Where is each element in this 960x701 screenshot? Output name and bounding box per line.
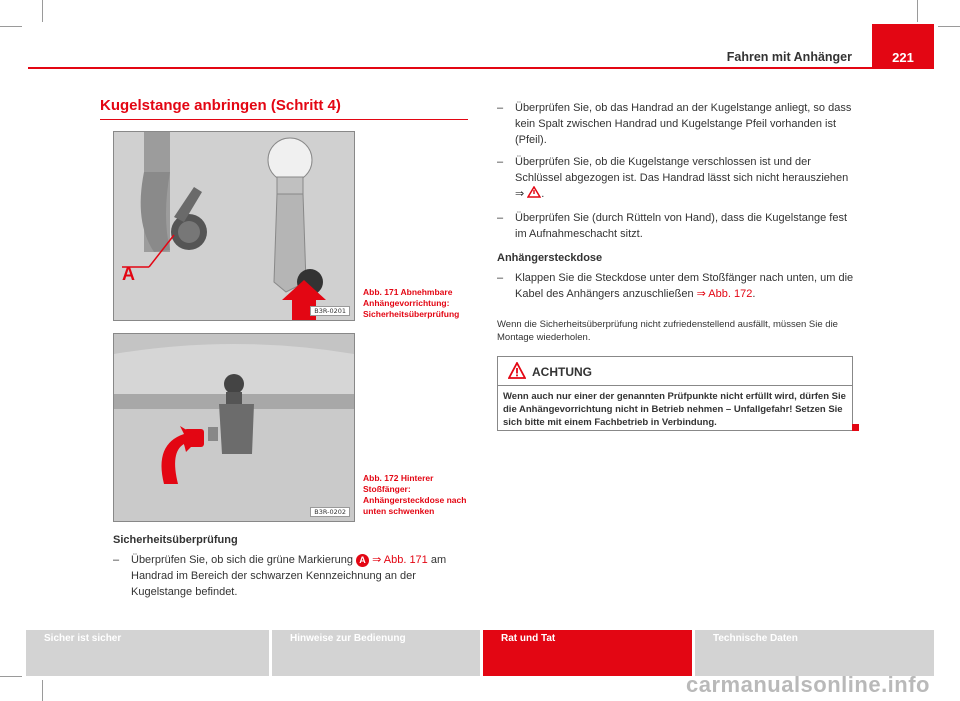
crop-mark [0, 26, 22, 27]
list-dash: – [497, 272, 504, 284]
marker-a-badge: A [356, 554, 369, 567]
subheading-safety-check: Sicherheitsüberprüfung [113, 534, 238, 546]
figure-171-image [113, 131, 355, 321]
footer-tab-sicher[interactable] [26, 630, 269, 676]
figure-link[interactable]: ⇒ Abb. 172 [696, 288, 753, 300]
caption-text: Hinterer Stoßfänger: Anhängersteckdose nach unten schwenken [363, 473, 467, 516]
tab-label: Rat und Tat [501, 633, 556, 644]
note-text: Wenn die Sicherheitsüberprüfung nicht zufriedenstellend ausfällt, müssen Sie die Montage wiederholen. [497, 319, 838, 343]
figure-171-caption [363, 287, 471, 320]
tab-label: Technische Daten [713, 633, 798, 644]
warning-triangle-icon [508, 362, 526, 379]
item-text: Klappen Sie die Steckdose unter dem Stoßfänger nach unten, um die Kabel des Anhängers anzuschließen [515, 272, 854, 300]
list-dash: – [497, 156, 504, 168]
list-item [497, 210, 857, 242]
warning-header [498, 357, 852, 386]
item-text: Überprüfen Sie, ob sich die grüne Markierung [131, 554, 353, 566]
list-item [497, 100, 857, 148]
chapter-title: Fahren mit Anhänger [726, 50, 852, 64]
crop-mark [938, 26, 960, 27]
tab-label: Hinweise zur Bedienung [290, 633, 406, 644]
crop-mark [917, 0, 918, 22]
list-dash: – [497, 212, 504, 224]
list-item [113, 552, 471, 600]
header-rule [28, 67, 934, 69]
figure-code: B3R-0201 [310, 306, 350, 316]
list-item: – Klappen Sie die Steckdose unter dem Stoßfänger nach unten, um die Kabel des Anhängers anzuschließen ⇒ Abb. 172. [497, 272, 854, 300]
caption-text: Abnehmbare Anhängevorrichtung: Sicherheitsüberprüfung [363, 287, 460, 319]
subheading-socket: Anhängersteckdose [497, 252, 603, 264]
crop-mark [42, 680, 43, 701]
section-title: Kugelstange anbringen (Schritt 4) [100, 97, 341, 114]
item-text: Überprüfen Sie (durch Rütteln von Hand), dass die Kugelstange fest im Aufnahmeschacht sitzt. [515, 212, 848, 240]
footer-tab-bedienung[interactable] [272, 630, 480, 676]
footer-tab-technische-daten[interactable] [695, 630, 934, 676]
crop-mark [0, 676, 22, 677]
figure-172-image [113, 333, 355, 522]
item-text: Überprüfen Sie, ob das Handrad an der Kugelstange anliegt, so dass kein Spalt zwischen Handrad und Kugelstange Pfeil vorhanden ist (Pfeil). [515, 102, 852, 146]
crop-mark [42, 0, 43, 22]
page-number: 221 [892, 50, 914, 65]
list-item: – Überprüfen Sie, ob die Kugelstange verschlossen ist und der Schlüssel abgezogen ist. Das Handrad lässt sich nicht herausziehen ⇒ . [497, 156, 849, 200]
warning-text: Wenn auch nur einer der genannten Prüfpunkte nicht erfüllt wird, dürfen Sie die Anhängevorrichtung nicht in Betrieb nehmen – Unfallgefahr! Setzen Sie sich bitte mit einem Fachbetrieb in Verbindung. [503, 391, 846, 428]
figure-code: B3R-0202 [310, 507, 350, 517]
tow-bar-illustration [114, 132, 354, 320]
watermark: carmanualsonline.info [686, 672, 930, 697]
warning-box [497, 356, 853, 431]
figure-link[interactable]: ⇒ Abb. 171 [372, 554, 428, 566]
item-text: am Handrad im Bereich der schwarzen Kennzeichnung an der Kugelstange befindet. [131, 554, 447, 598]
list-dash: – [497, 102, 504, 114]
warning-triangle-icon [527, 186, 541, 198]
marker-a-label: A [122, 264, 135, 284]
footer-tab-rat-und-tat[interactable] [483, 630, 692, 676]
warning-title: ACHTUNG [532, 365, 592, 379]
section-rule [100, 119, 468, 120]
caption-number: Abb. 172 [363, 473, 399, 483]
figure-172-caption [363, 473, 471, 517]
bumper-socket-illustration [114, 334, 354, 521]
item-text: Überprüfen Sie, ob die Kugelstange verschlossen ist und der Schlüssel abgezogen ist. Das Handrad lässt sich nicht herausziehen ⇒ [515, 156, 849, 200]
tab-label: Sicher ist sicher [44, 633, 122, 644]
caption-number: Abb. 171 [363, 287, 399, 297]
section-end-marker [852, 424, 859, 431]
list-dash: – [113, 554, 120, 566]
